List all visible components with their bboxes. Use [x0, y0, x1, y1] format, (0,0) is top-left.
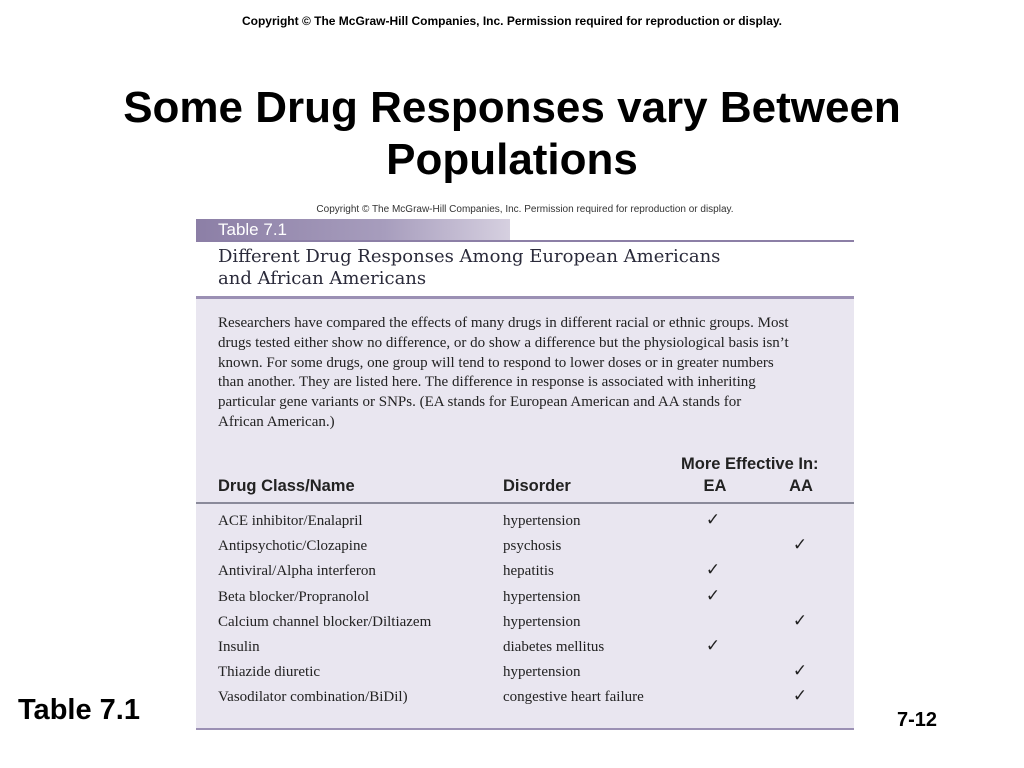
intro-line: particular gene variants or SNPs. (EA stands for European American and AA stands for	[218, 394, 742, 411]
aa-check-icon: ✓	[792, 686, 808, 707]
intro-line: drugs tested either show no difference, or do show a difference but the physiological basis isn’t	[218, 334, 789, 351]
disorder-cell: hypertension	[503, 664, 581, 681]
slide-copyright-notice: Copyright © The McGraw-Hill Companies, Inc. Permission required for reproduction or display.	[241, 14, 783, 28]
ea-check-icon: ✓	[705, 585, 721, 606]
drug-name-cell: Thiazide diuretic	[218, 664, 321, 681]
disorder-cell: hepatitis	[503, 563, 554, 580]
aa-check-icon: ✓	[792, 610, 808, 631]
disorder-column-header: Disorder	[503, 477, 571, 495]
table-title-line-1: Different Drug Responses Among European Americans	[218, 246, 721, 267]
drug-name-cell: Calcium channel blocker/Diltiazem	[218, 613, 432, 630]
table-tab	[196, 219, 510, 241]
drug-name-cell: ACE inhibitor/Enalapril	[218, 513, 363, 529]
drug-name-cell: Antipsychotic/Clozapine	[218, 538, 368, 555]
ea-check-icon: ✓	[705, 560, 721, 581]
table-tab-label: Table 7.1	[218, 220, 287, 239]
divider	[196, 728, 854, 730]
aa-check-icon: ✓	[792, 535, 808, 556]
aa-check-icon: ✓	[792, 661, 808, 682]
figure-copyright-notice: Copyright © The McGraw-Hill Companies, Inc. Permission required for reproduction or display.	[316, 204, 734, 215]
drug-column-header: Drug Class/Name	[218, 477, 355, 495]
intro-line: African American.)	[218, 413, 335, 430]
intro-line: known. For some drugs, one group will tend to respond to lower doses or in greater numbers	[218, 354, 774, 371]
disorder-cell: hypertension	[503, 588, 581, 605]
slide-title-line-2: Populations	[386, 135, 638, 184]
slide-page-number: 7-12	[897, 709, 938, 731]
drug-name-cell: Insulin	[218, 639, 260, 655]
aa-column-header: AA	[789, 477, 813, 495]
intro-paragraph	[218, 314, 838, 433]
disorder-cell: diabetes mellitus	[503, 639, 605, 655]
ea-column-header: EA	[703, 477, 727, 495]
disorder-cell: congestive heart failure	[503, 689, 644, 706]
table-title-block	[196, 242, 854, 296]
ea-check-icon: ✓	[705, 510, 721, 530]
header-rule	[196, 502, 854, 504]
more-effective-header: More Effective In:	[681, 455, 819, 473]
disorder-cell: hypertension	[503, 613, 581, 630]
slide-title-line-1: Some Drug Responses vary Between	[123, 83, 901, 132]
table-figure	[196, 202, 854, 730]
disorder-cell: hypertension	[503, 513, 581, 529]
drug-name-cell: Vasodilator combination/BiDil)	[218, 689, 408, 706]
table-title-line-2: and African Americans	[218, 268, 427, 289]
intro-line: than another. They are listed here. The difference in response is associated with inheriting	[218, 374, 756, 391]
table-caption-label: Table 7.1	[18, 694, 140, 726]
table-title	[218, 246, 818, 290]
disorder-cell: psychosis	[503, 538, 562, 555]
slide-title	[0, 82, 1024, 186]
intro-line: Researchers have compared the effects of many drugs in different racial or ethnic groups. Most	[218, 315, 789, 331]
drug-name-cell: Beta blocker/Propranolol	[218, 588, 370, 605]
drug-name-cell: Antiviral/Alpha interferon	[218, 563, 376, 580]
ea-check-icon: ✓	[705, 636, 721, 656]
